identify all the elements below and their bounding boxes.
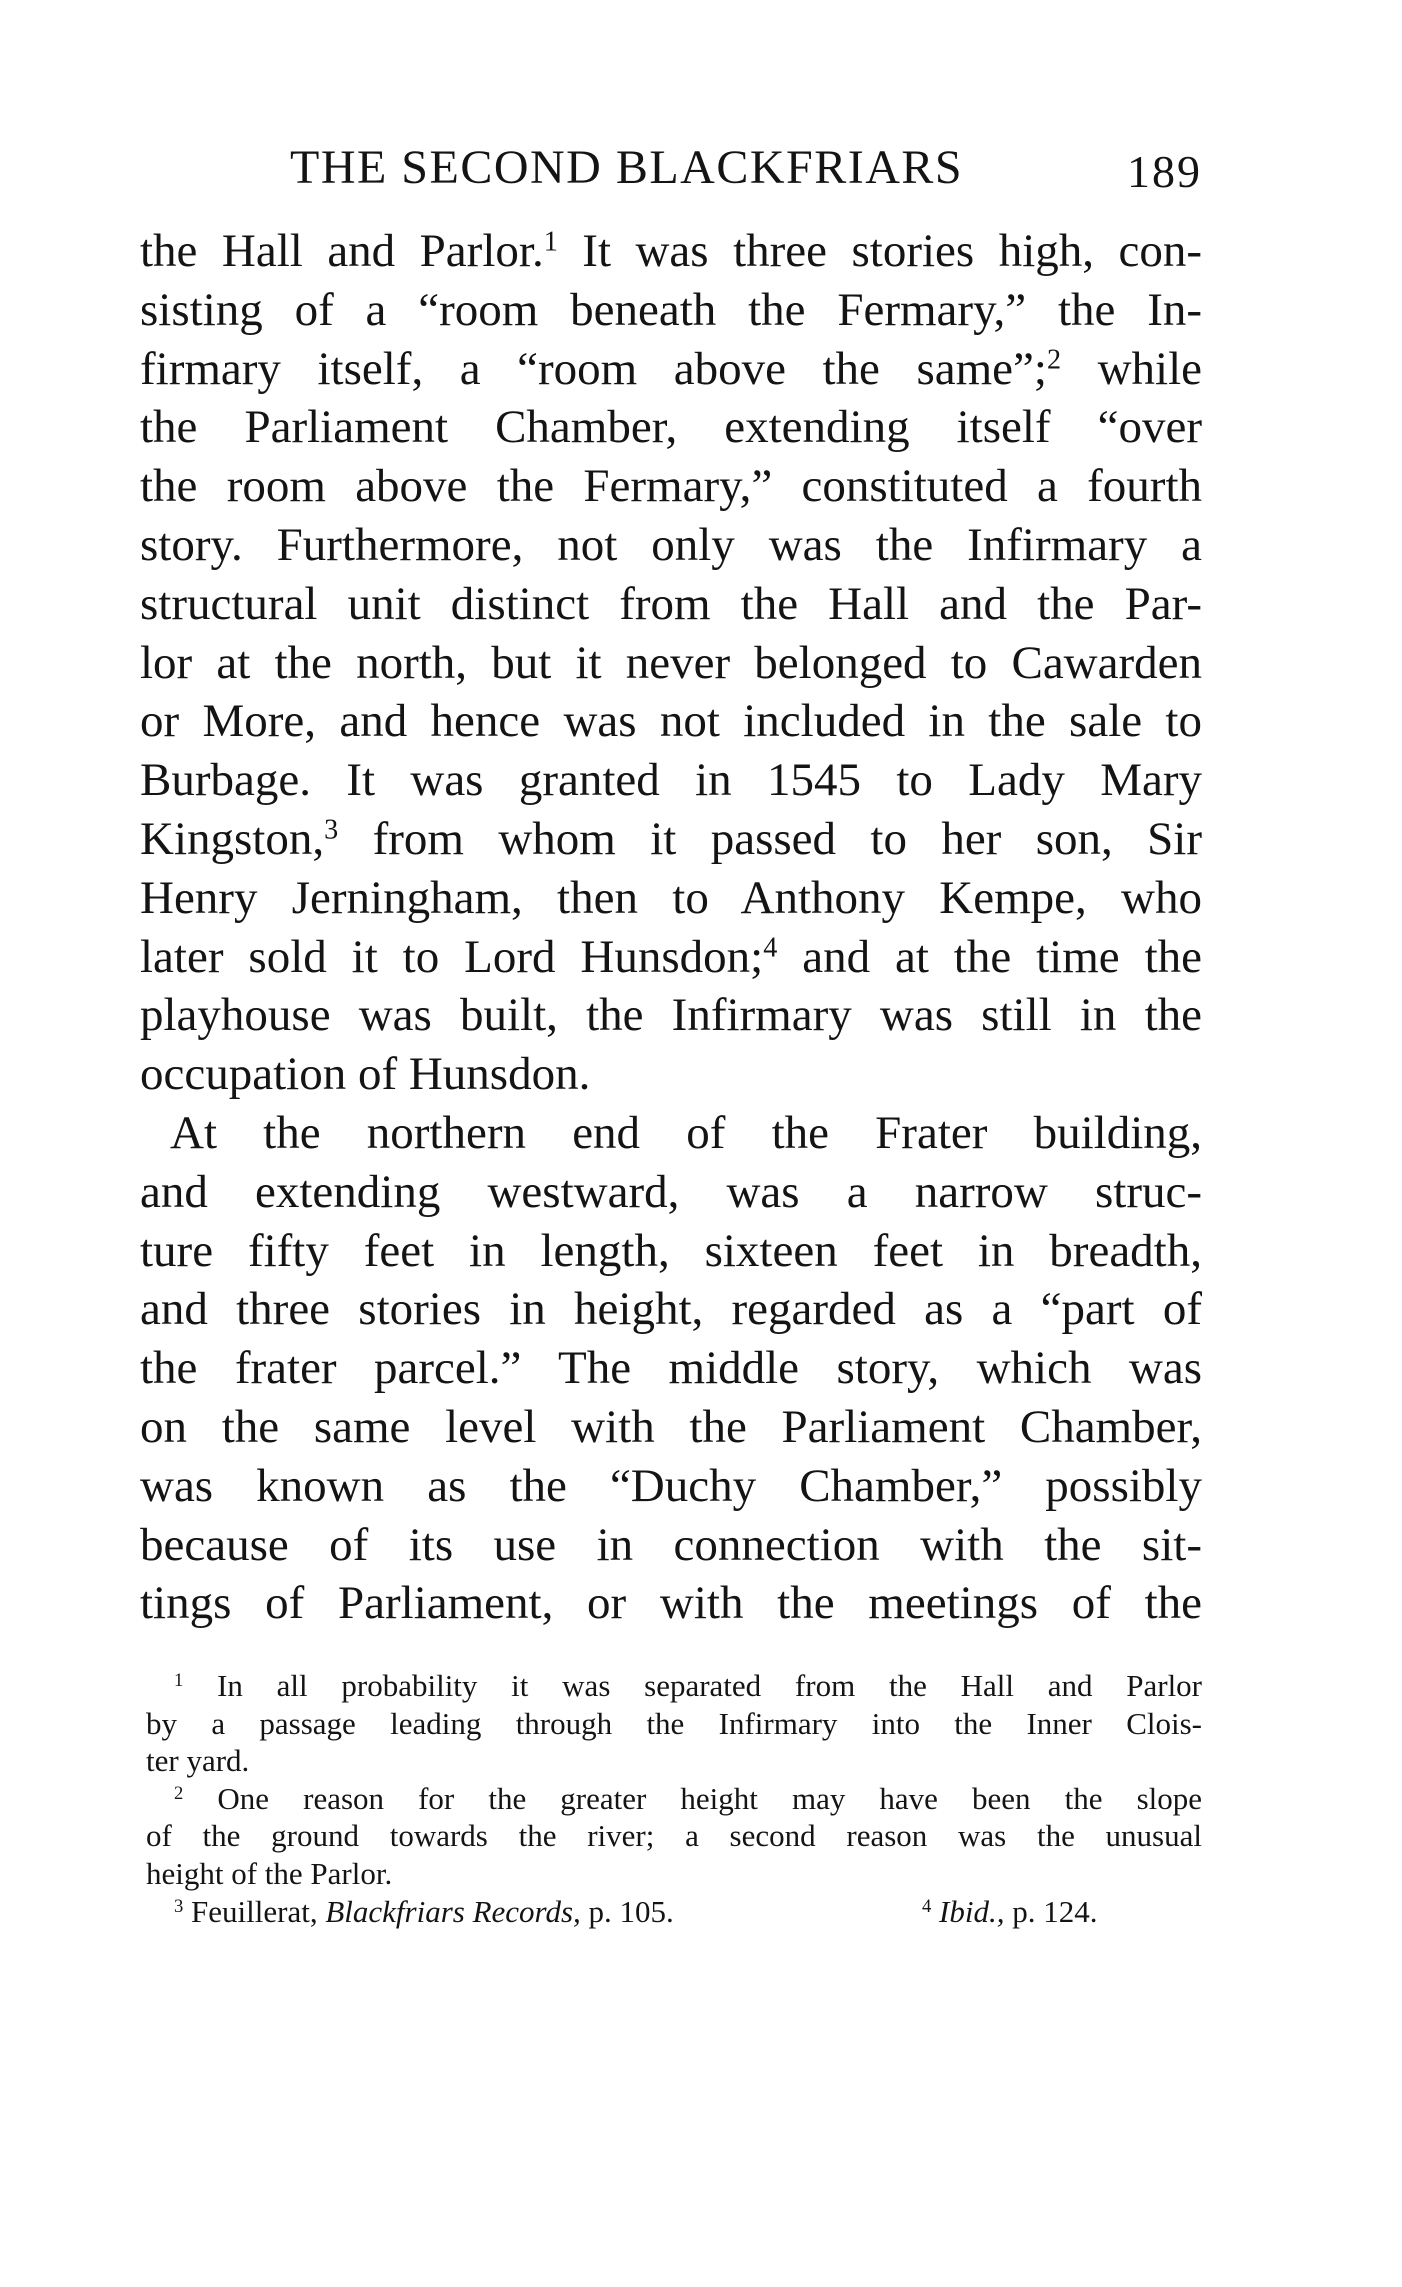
text-line: later sold it to Lord Hunsdon;$^4$ and at the time the xyxy=(140,930,1202,983)
text-line: because of its use in connection with the sit- xyxy=(140,1518,1202,1571)
text-line: the Parliament Chamber, extending itself “over xyxy=(140,401,1202,454)
text-line: or More, and hence was not included in the sale to xyxy=(140,695,1202,748)
footnote-1: $^1$ In all probability it was separated from the Hall and Parlor xyxy=(174,1668,1202,1703)
footnote-2: $^2$ One reason for the greater height may have been the slope xyxy=(174,1780,1203,1816)
text-line: tings of Parliament, or with the meetings of the xyxy=(140,1577,1202,1630)
footnote-ref: 3 xyxy=(324,814,339,846)
page-number: 189 xyxy=(1127,146,1202,197)
text-line: Burbage. It was granted in 1545 to Lady Mary xyxy=(140,754,1202,807)
footnote-4: $^4$ Ibid., p. 124. xyxy=(922,1893,1098,1929)
footnote-1-line: ter yard. xyxy=(146,1743,250,1779)
running-title: THE SECOND BLACKFRIARS xyxy=(290,141,964,194)
text-line: At the northern end of the Frater building, xyxy=(170,1106,1202,1159)
text-line: the Hall and Parlor.$^1$ It was three stories high, con- xyxy=(140,225,1203,277)
text-line: and extending westward, was a narrow struc- xyxy=(140,1165,1202,1218)
text-line: playhouse was built, the Infirmary was still in the xyxy=(140,989,1202,1042)
text-line: the frater parcel.” The middle story, which was xyxy=(140,1342,1202,1395)
text-line: lor at the north, but it never belonged to Cawarden xyxy=(140,636,1202,689)
text-line: on the same level with the Parliament Chamber, xyxy=(140,1400,1202,1453)
text-line: ture fifty feet in length, sixteen feet in breadth, xyxy=(140,1224,1202,1277)
footnote-marker: 2 xyxy=(174,1782,184,1804)
body-text xyxy=(140,222,1202,1633)
footnote-2-line: of the ground towards the river; a second reason was the unusual xyxy=(146,1818,1202,1854)
running-header xyxy=(140,138,1202,198)
text-line: the room above the Fermary,” constituted a fourth xyxy=(140,460,1202,513)
footnote-1-line: by a passage leading through the Infirmary into the Inner Clois- xyxy=(146,1705,1202,1741)
footnote-3: $^3$ Feuillerat, Blackfriars Records, p. 105. xyxy=(174,1893,674,1929)
text-line: Henry Jerningham, then to Anthony Kempe, who xyxy=(140,871,1202,924)
footnote-2-line: height of the Parlor. xyxy=(146,1855,393,1891)
text-line: structural unit distinct from the Hall and the Par- xyxy=(140,577,1202,630)
footnotes xyxy=(146,1667,1202,1930)
text-line: was known as the “Duchy Chamber,” possibly xyxy=(140,1459,1202,1512)
footnote-marker: 1 xyxy=(174,1669,184,1691)
footnote-ref: 4 xyxy=(763,932,778,964)
text-line: story. Furthermore, not only was the Infirmary a xyxy=(140,518,1202,571)
text-line: occupation of Hunsdon. xyxy=(140,1048,591,1101)
footnote-ref: 2 xyxy=(1046,344,1062,376)
text-line: Kingston,$^3$ from whom it passed to her son, Sir xyxy=(140,812,1202,865)
text-line: and three stories in height, regarded as a “part of xyxy=(140,1283,1202,1336)
text-line: firmary itself, a “room above the same”;$^2$ while xyxy=(140,342,1202,395)
footnote-3-4 xyxy=(146,1893,1202,1931)
footnote-ref: 1 xyxy=(543,226,558,258)
text-line: sisting of a “room beneath the Fermary,” the In- xyxy=(140,283,1202,336)
footnote-marker: 4 xyxy=(922,1895,932,1917)
footnote-marker: 3 xyxy=(174,1895,184,1917)
